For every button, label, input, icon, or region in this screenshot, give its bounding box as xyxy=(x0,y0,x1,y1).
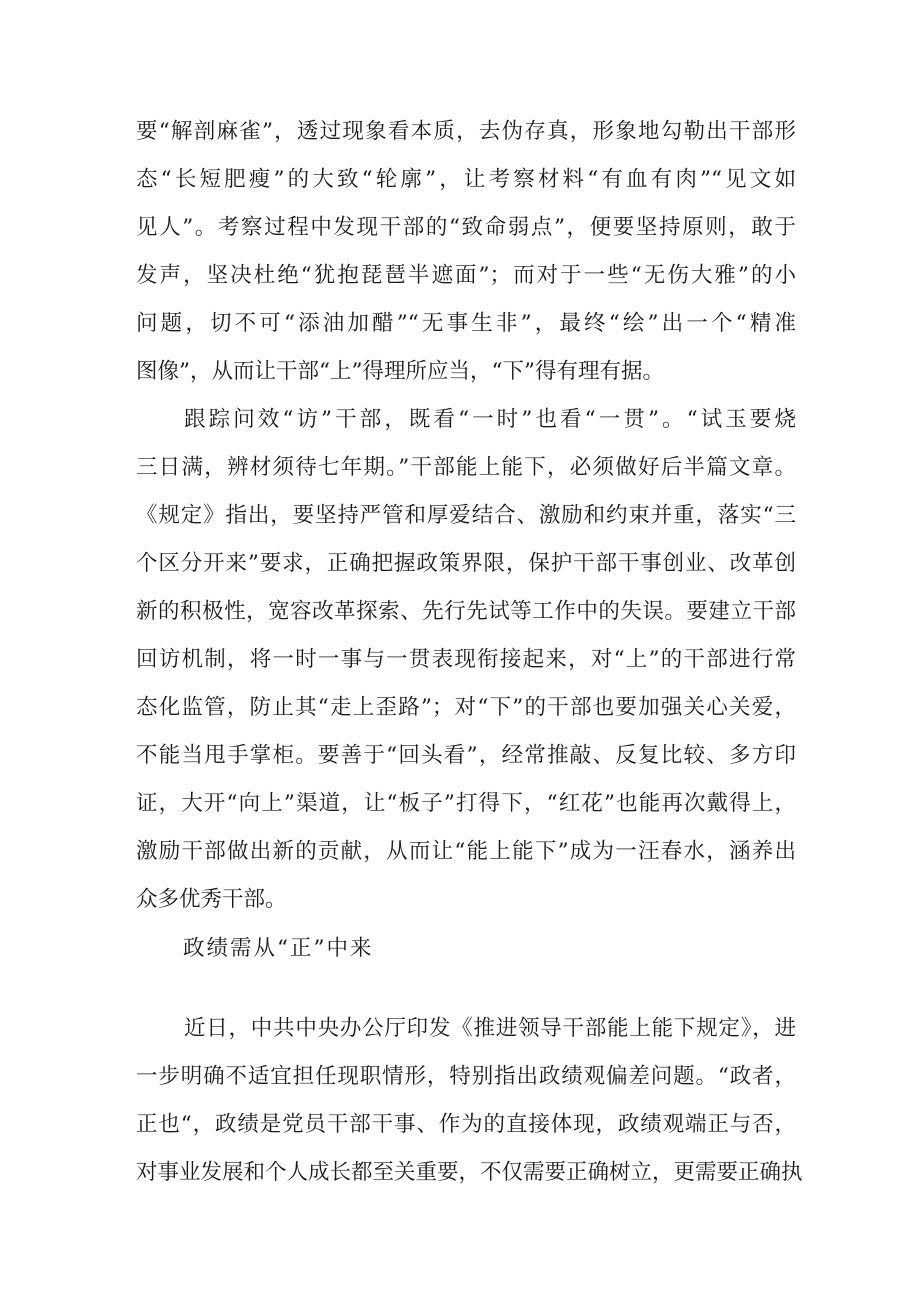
text-line: 跟踪问效“访”干部，既看“一时”也看“一贯”。“试玉要烧 xyxy=(184,407,796,432)
text-line: 众多优秀干部。 xyxy=(136,887,287,912)
text-line: 要“解剖麻雀”，透过现象看本质，去伪存真，形象地勾勒出干部形 xyxy=(136,119,796,144)
text-line: 三日满，辨材须待七年期。”干部能上能下，必须做好后半篇文章。 xyxy=(136,455,796,480)
text-line: 发声，坚决杜绝“犹抱琵琶半遮面”；而对于一些“无伤大雅”的小 xyxy=(136,263,796,288)
text-line: 近日，中共中央办公厅印发《推进领导干部能上能下规定》，进 xyxy=(184,1016,796,1041)
text-line: 态化监管，防止其“走上歪路”；对“下”的干部也要加强关心关爱， xyxy=(136,695,796,720)
text-line: 问题，切不可“添油加醋”“无事生非”，最终“绘”出一个“精准 xyxy=(136,311,796,336)
text-line: 不能当甩手掌柜。要善于“回头看”，经常推敲、反复比较、多方印 xyxy=(136,743,796,768)
text-line: 回访机制，将一时一事与一贯表现衔接起来，对“上”的干部进行常 xyxy=(136,647,796,672)
text-line: 个区分开来”要求，正确把握政策界限，保护干部干事创业、改革创 xyxy=(136,551,796,576)
text-line: 《规定》指出，要坚持严管和厚爱结合、激励和约束并重，落实“三 xyxy=(136,503,796,528)
text-line: 正也“，政绩是党员干部干事、作为的直接体现，政绩观端正与否， xyxy=(136,1112,796,1137)
text-line: 一步明确不适宜担任现职情形，特别指出政绩观偏差问题。“政者， xyxy=(136,1064,796,1089)
text-line: 图像”，从而让干部“上”得理所应当，“下”得有理有据。 xyxy=(136,359,664,384)
text-line: 证，大开“向上”渠道，让“板子”打得下，“红花”也能再次戴得上， xyxy=(136,791,796,816)
text-line: 新的积极性，宽容改革探索、先行先试等工作中的失误。要建立干部 xyxy=(136,599,796,624)
text-line: 态“长短肥瘦”的大致“轮廓”，让考察材料“有血有肉”“见文如 xyxy=(136,167,796,192)
text-line: 对事业发展和个人成长都至关重要，不仅需要正确树立，更需要正确执 xyxy=(136,1160,803,1185)
text-line: 见人”。考察过程中发现干部的“致命弱点”，便要坚持原则，敢于 xyxy=(136,215,796,240)
text-line: 激励干部做出新的贡献，从而让“能上能下”成为一汪春水，涵养出 xyxy=(136,839,796,864)
section-heading: 政绩需从“正”中来 xyxy=(183,936,374,961)
